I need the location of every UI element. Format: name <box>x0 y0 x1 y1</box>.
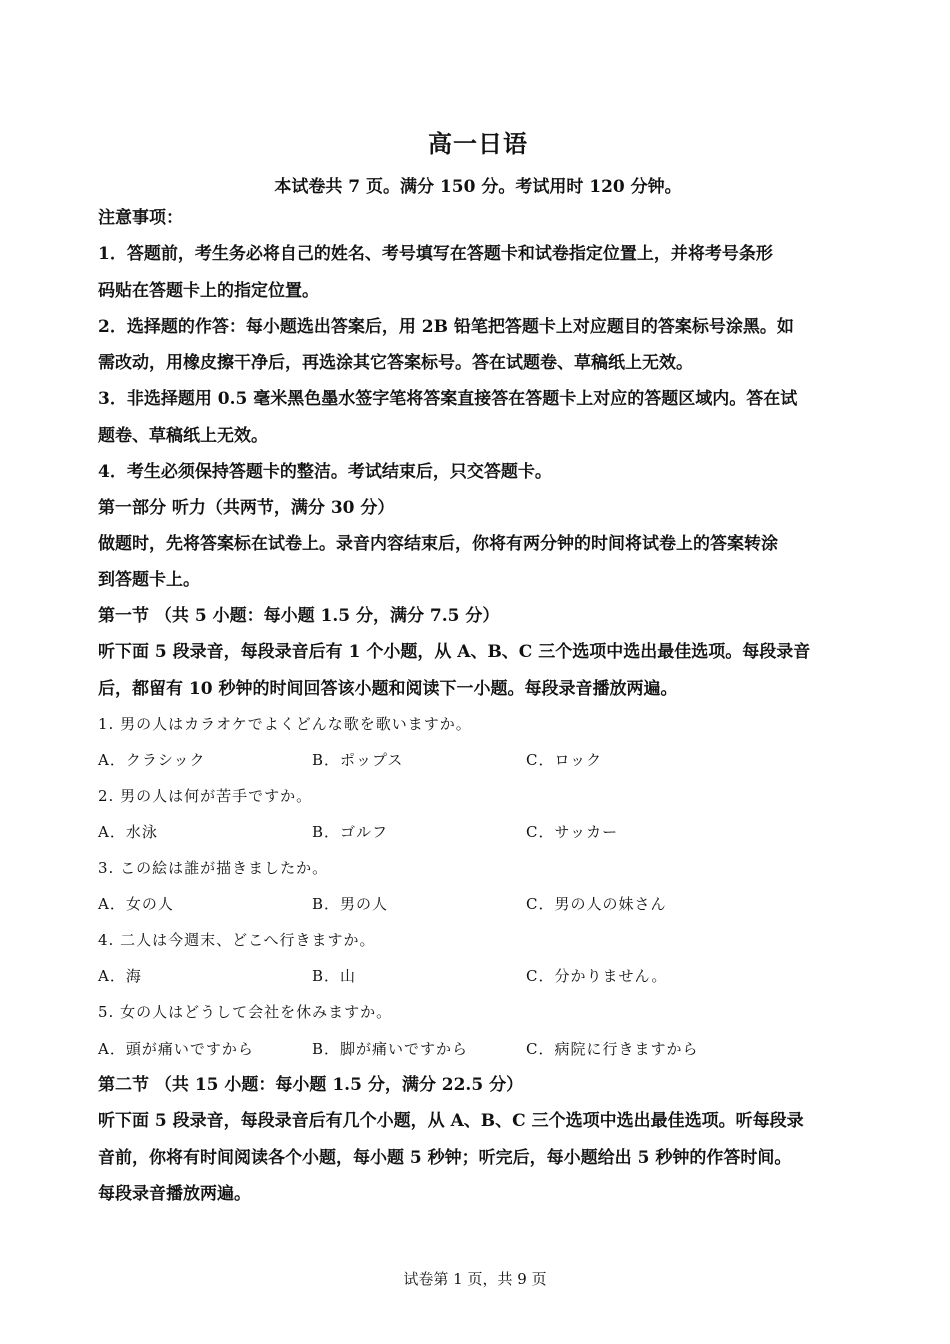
notice-item-3-cont: 题卷、草稿纸上无效。 <box>98 426 268 446</box>
notice-item-2-cont: 需改动，用橡皮擦干净后，再选涂其它答案标号。答在试题卷、草稿纸上无效。 <box>98 353 693 373</box>
section2-intro-cont: 音前，你将有时间阅读各个小题，每小题 5 秒钟；听完后，每小题给出 5 秒钟的作答时间。 <box>98 1148 792 1168</box>
question-2-options <box>98 822 858 842</box>
notice-item-1: 1．答题前，考生务必将自己的姓名、考号填写在答题卡和试卷指定位置上，并将考号条形 <box>98 244 773 264</box>
section2-intro: 听下面 5 段录音，每段录音后有几个小题，从 A、B、C 三个选项中选出最佳选项。听每段录 <box>98 1111 804 1131</box>
part1-intro: 做题时，先将答案标在试卷上。录音内容结束后，你将有两分钟的时间将试卷上的答案转涂 <box>98 534 778 554</box>
question-4-option-b: B．山 <box>312 967 357 985</box>
question-3-options <box>98 894 858 914</box>
question-2-option-c: C．サッカー <box>526 823 619 841</box>
exam-info: 本试卷共 7 页。满分 150 分。考试用时 120 分钟。 <box>274 177 682 197</box>
question-1-options <box>98 750 858 770</box>
part1-intro-cont: 到答题卡上。 <box>98 570 200 590</box>
notice-item-3: 3．非选择题用 0.5 毫米黑色墨水签字笔将答案直接答在答题卡上对应的答题区域内。答在试 <box>98 389 798 409</box>
question-1-option-c: C．ロック <box>526 751 603 769</box>
notice-heading: 注意事项： <box>98 208 183 228</box>
question-4-option-c: C．分かりません。 <box>526 967 668 985</box>
question-1: 1. 男の人はカラオケでよくどんな歌を歌いますか。 <box>98 715 472 733</box>
section1-intro-cont: 后，都留有 10 秒钟的时间回答该小题和阅读下一小题。每段录音播放两遍。 <box>98 679 678 699</box>
question-5-options <box>98 1039 858 1059</box>
section1-intro: 听下面 5 段录音，每段录音后有 1 个小题，从 A、B、C 三个选项中选出最佳选项。每段录音 <box>98 642 811 662</box>
section2-heading: 第二节 （共 15 小题：每小题 1.5 分，满分 22.5 分） <box>98 1075 524 1095</box>
question-4-options <box>98 966 858 986</box>
question-4: 4. 二人は今週末、どこへ行きますか。 <box>98 931 376 949</box>
question-3-option-b: B．男の人 <box>312 895 389 913</box>
page-title: 高一日语 <box>428 129 528 158</box>
question-5-option-b: B．脚が痛いですから <box>312 1040 469 1058</box>
question-1-option-b: B．ポップス <box>312 751 404 769</box>
section2-intro-cont-2: 每段录音播放两遍。 <box>98 1184 251 1204</box>
question-2: 2. 男の人は何が苦手ですか。 <box>98 787 313 805</box>
notice-item-2: 2．选择题的作答：每小题选出答案后，用 2B 铅笔把答题卡上对应题目的答案标号涂黑。如 <box>98 317 794 337</box>
notice-item-4: 4．考生必须保持答题卡的整洁。考试结束后，只交答题卡。 <box>98 462 552 482</box>
question-5: 5. 女の人はどうして会社を休みますか。 <box>98 1003 393 1021</box>
question-5-option-c: C．病院に行きますから <box>526 1040 699 1058</box>
question-4-option-a: A．海 <box>98 967 142 985</box>
question-3-option-c: C．男の人の妹さん <box>526 895 667 913</box>
question-2-option-a: A．水泳 <box>98 823 158 841</box>
section1-heading: 第一节 （共 5 小题：每小题 1.5 分，满分 7.5 分） <box>98 606 500 626</box>
question-5-option-a: A．頭が痛いですから <box>98 1040 254 1058</box>
question-1-option-a: A．クラシック <box>98 751 206 769</box>
part1-heading: 第一部分 听力（共两节，满分 30 分） <box>98 498 395 518</box>
question-2-option-b: B．ゴルフ <box>312 823 389 841</box>
notice-item-1-cont: 码贴在答题卡上的指定位置。 <box>98 281 319 301</box>
page-footer: 试卷第 1 页，共 9 页 <box>403 1270 547 1288</box>
question-3-option-a: A．女の人 <box>98 895 174 913</box>
question-3: 3. この絵は誰が描きましたか。 <box>98 859 329 877</box>
